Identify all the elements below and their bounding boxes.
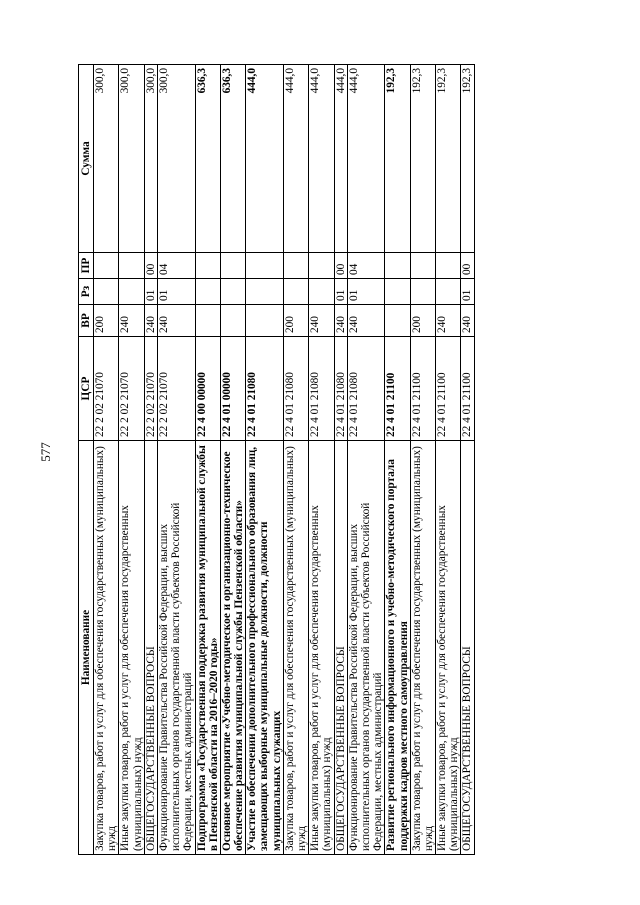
cell-rz [119,279,144,305]
cell-rz [94,279,119,305]
cell-vr: 240 [347,305,385,337]
col-header-rz: Рз [79,279,94,305]
cell-rz [283,279,308,305]
table-row [410,65,435,855]
cell-vr: 240 [461,305,474,337]
table-row [157,65,195,855]
cell-sum: 300,0 [119,65,144,253]
table-row [283,65,308,855]
cell-name: Закупка товаров, работ и услуг для обеспечения государственных (муниципальных) нужд [94,441,119,855]
cell-csr: 22 4 01 21080 [246,337,284,441]
cell-vr: 240 [119,305,144,337]
cell-name: Иные закупки товаров, работ и услуг для обеспечения государственных (муниципальных) нужд [309,441,334,855]
cell-rz: 01 [334,279,347,305]
rotated-page [78,65,565,855]
cell-pr [195,253,220,279]
col-header-vr: ВР [79,305,94,337]
col-header-sum: Сумма [79,65,94,253]
cell-csr: 22 4 01 21100 [410,337,435,441]
cell-name: ОБЩЕГОСУДАРСТВЕННЫЕ ВОПРОСЫ [334,441,347,855]
cell-csr: 22 2 02 21070 [157,337,195,441]
col-header-csr: ЦСР [79,337,94,441]
col-header-pr: ПР [79,253,94,279]
cell-rz [385,279,410,305]
cell-rz [195,279,220,305]
cell-csr: 22 4 01 21100 [385,337,410,441]
table-row [94,65,119,855]
table-row [385,65,410,855]
cell-sum: 444,0 [246,65,284,253]
table-row [195,65,220,855]
cell-name: Функционирование Правительства Российской Федерации, высших исполнительных органов государственной власти субъектов Российской Федерации, местных администраций [157,441,195,855]
cell-name: Участие в обеспечении дополнительного профессионального образования лиц, замещающих выборные муниципальные должности, должности муниципальных служащих [246,441,284,855]
cell-csr: 22 4 01 21080 [283,337,308,441]
cell-csr: 22 2 02 21070 [119,337,144,441]
cell-sum: 192,3 [436,65,461,253]
cell-csr: 22 2 02 21070 [144,337,157,441]
cell-name: Иные закупки товаров, работ и услуг для обеспечения государственных (муниципальных) нужд [119,441,144,855]
cell-vr: 200 [283,305,308,337]
table-row [347,65,385,855]
table-row [309,65,334,855]
budget-table [78,64,475,855]
cell-csr: 22 4 01 21100 [461,337,474,441]
cell-sum: 300,0 [144,65,157,253]
cell-rz [246,279,284,305]
cell-sum: 192,3 [461,65,474,253]
cell-pr [220,253,245,279]
table-row [220,65,245,855]
cell-sum: 636,3 [195,65,220,253]
cell-pr [94,253,119,279]
cell-name: Закупка товаров, работ и услуг для обеспечения государственных (муниципальных) нужд [410,441,435,855]
cell-rz: 01 [461,279,474,305]
cell-name: Развитие регионального информационного и учебно-методического портала поддержки кадров местного самоуправления [385,441,410,855]
cell-sum: 444,0 [347,65,385,253]
cell-pr [283,253,308,279]
cell-sum: 444,0 [283,65,308,253]
cell-name: ОБЩЕГОСУДАРСТВЕННЫЕ ВОПРОСЫ [461,441,474,855]
cell-pr [410,253,435,279]
table-row [246,65,284,855]
cell-pr: 00 [461,253,474,279]
cell-name: Функционирование Правительства Российской Федерации, высших исполнительных органов государственной власти субъектов Российской Федерации, местных администраций [347,441,385,855]
cell-name: Иные закупки товаров, работ и услуг для обеспечения государственных (муниципальных) нужд [436,441,461,855]
cell-sum: 192,3 [410,65,435,253]
cell-sum: 636,3 [220,65,245,253]
cell-csr: 22 4 01 21080 [309,337,334,441]
cell-vr: 240 [157,305,195,337]
col-header-name: Наименование [79,441,94,855]
table-row [144,65,157,855]
cell-vr [195,305,220,337]
cell-pr: 04 [347,253,385,279]
cell-vr: 200 [410,305,435,337]
cell-vr: 240 [334,305,347,337]
cell-pr [246,253,284,279]
cell-csr: 22 4 01 21080 [347,337,385,441]
cell-vr [385,305,410,337]
cell-sum: 192,3 [385,65,410,253]
cell-csr: 22 4 00 00000 [195,337,220,441]
cell-rz [309,279,334,305]
cell-vr: 200 [94,305,119,337]
cell-pr [119,253,144,279]
cell-vr [246,305,284,337]
cell-rz: 01 [347,279,385,305]
cell-rz: 01 [144,279,157,305]
page-number: 577 [38,442,53,462]
cell-name: Подпрограмма «Государственная поддержка развития муниципальной службы в Пензенской области на 2016–2020 годы» [195,441,220,855]
cell-pr [436,253,461,279]
table-body [94,65,475,855]
table-row [119,65,144,855]
cell-rz [410,279,435,305]
cell-vr: 240 [436,305,461,337]
cell-pr: 00 [144,253,157,279]
cell-csr: 22 4 01 21100 [436,337,461,441]
cell-name: Основное мероприятие «Учебно-методическое и организационно-техническое обеспечение развития муниципальной службы Пензенской области» [220,441,245,855]
cell-sum: 444,0 [334,65,347,253]
cell-pr: 04 [157,253,195,279]
cell-csr: 22 4 01 00000 [220,337,245,441]
cell-pr [385,253,410,279]
table-row [461,65,474,855]
cell-vr: 240 [144,305,157,337]
cell-pr: 00 [334,253,347,279]
cell-name: ОБЩЕГОСУДАРСТВЕННЫЕ ВОПРОСЫ [144,441,157,855]
header-row [79,65,94,855]
cell-rz [220,279,245,305]
cell-vr: 240 [309,305,334,337]
cell-rz [436,279,461,305]
cell-sum: 300,0 [157,65,195,253]
cell-csr: 22 2 02 21070 [94,337,119,441]
cell-sum: 444,0 [309,65,334,253]
cell-pr [309,253,334,279]
cell-csr: 22 4 01 21080 [334,337,347,441]
cell-rz: 01 [157,279,195,305]
table-row [436,65,461,855]
table-row [334,65,347,855]
cell-sum: 300,0 [94,65,119,253]
cell-name: Закупка товаров, работ и услуг для обеспечения государственных (муниципальных) нужд [283,441,308,855]
cell-vr [220,305,245,337]
